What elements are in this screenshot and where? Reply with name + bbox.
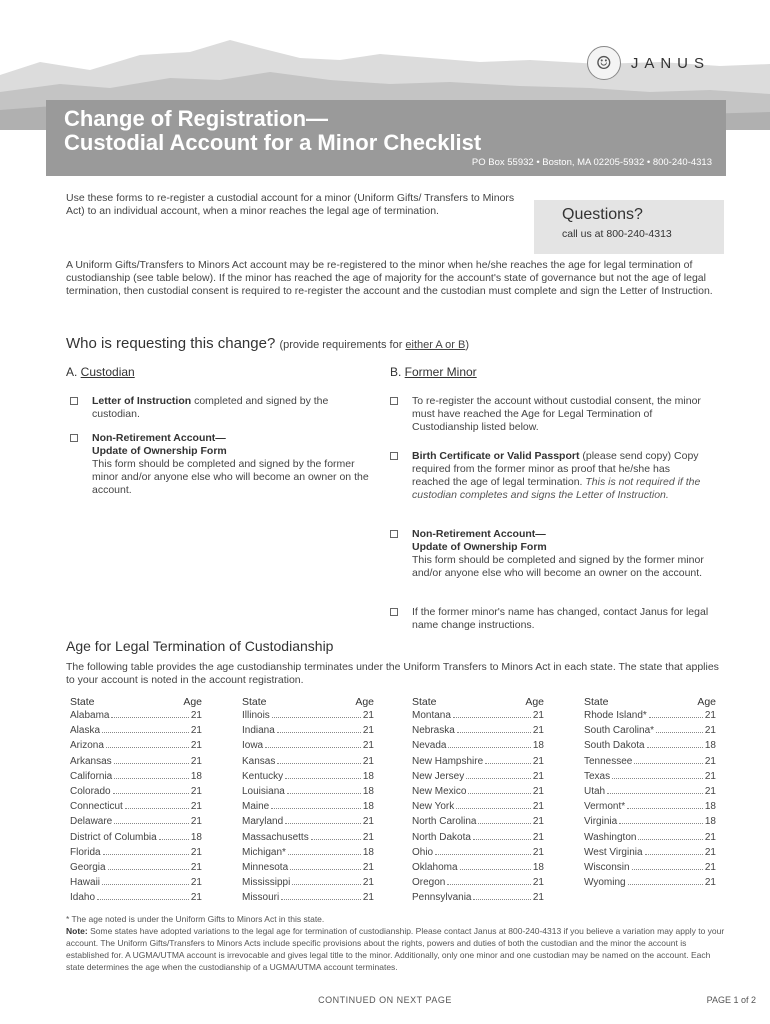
- intro-paragraph: Use these forms to re-register a custodial account for a minor (Uniform Gifts/ Transfers to Minors Act) to an individual account, when a minor reaches the legal age of termination.: [66, 192, 515, 217]
- state-age-row: [242, 877, 374, 892]
- state-age-row: [584, 801, 716, 816]
- state-name: Wisconsin: [584, 861, 630, 873]
- state-age: 18: [532, 861, 544, 873]
- state-age-row: [584, 771, 716, 786]
- state-age-row: [584, 877, 716, 892]
- state-name: Indiana: [242, 725, 275, 737]
- state-name: New Mexico: [412, 785, 467, 797]
- dot-leader: [435, 854, 531, 855]
- state-age-row: [584, 740, 716, 755]
- state-name: Mississippi: [242, 877, 291, 889]
- state-age: 21: [532, 710, 544, 721]
- state-name: Tennessee: [584, 755, 633, 767]
- state-age: 18: [704, 801, 716, 813]
- who-heading: [66, 335, 469, 352]
- state-age: 18: [362, 785, 374, 797]
- state-age: 21: [362, 816, 374, 828]
- checkbox[interactable]: [70, 397, 78, 405]
- state-name: Utah: [584, 785, 606, 797]
- continued-label: CONTINUED ON NEXT PAGE: [318, 995, 452, 1005]
- state-age-row: [412, 756, 544, 771]
- dot-leader: [103, 854, 189, 855]
- state-name: California: [70, 770, 113, 782]
- state-age-row: [242, 801, 374, 816]
- state-age: 21: [190, 846, 202, 858]
- state-age-row: [242, 892, 374, 907]
- state-age-row: [584, 862, 716, 877]
- state-age-row: [412, 710, 544, 725]
- footnote-asterisk: * The age noted is under the Uniform Gifts to Minors Act in this state.: [66, 914, 325, 924]
- state-age: 18: [190, 770, 202, 782]
- state-name: Virginia: [584, 816, 618, 828]
- state-age: 21: [532, 755, 544, 767]
- age-column-2: [242, 696, 374, 907]
- dot-leader: [473, 899, 530, 900]
- dot-leader: [478, 823, 530, 824]
- column-b-heading: B. Former Minor: [390, 365, 477, 379]
- dot-leader: [290, 869, 361, 870]
- state-age: 21: [362, 755, 374, 767]
- dot-leader: [453, 717, 531, 718]
- state-name: Vermont*: [584, 801, 626, 813]
- dot-leader: [448, 747, 530, 748]
- dot-leader: [311, 839, 361, 840]
- age-table-header: [70, 696, 202, 708]
- state-name: Massachusetts: [242, 831, 309, 843]
- state-name: Texas: [584, 770, 611, 782]
- state-age: 21: [704, 831, 716, 843]
- state-name: North Carolina: [412, 816, 477, 828]
- state-age: 21: [704, 725, 716, 737]
- state-name: Georgia: [70, 861, 106, 873]
- state-age: 21: [190, 740, 202, 752]
- state-name: Ohio: [412, 846, 434, 858]
- footnote-note: Note: Some states have adopted variations to the legal age for termination of custodianship. Please contact Janus at 800-240-4313 if you believe a variation may apply to your account. The Uniform Gifts/Transfers to Minors Acts include specific provisions about the rights, powers and duties of both the custodian and the minor the account is established for. A UGMA/UTMA account is irrevocable and gives legal title to the minor. Additionally, only one minor and one custodian may be named on the account. Each state determines the age when the custodianship of a UGMA/UTMA account terminates.: [66, 926, 725, 972]
- state-name: North Dakota: [412, 831, 471, 843]
- state-age: 21: [190, 785, 202, 797]
- checklist-item-letter-of-instruction[interactable]: Letter of Instruction completed and signed by the custodian.: [70, 395, 370, 425]
- age-header: Age: [525, 696, 544, 708]
- dot-leader: [159, 839, 189, 840]
- state-name: Connecticut: [70, 801, 123, 813]
- dot-leader: [627, 808, 703, 809]
- state-name: Wyoming: [584, 877, 626, 889]
- state-name: District of Columbia: [70, 831, 157, 843]
- state-age-row: [242, 786, 374, 801]
- checklist-item-ownership-form-b[interactable]: Non-Retirement Account— Update of Ownership Form This form should be completed and signed by the former minor and/or anyone else who will become an owner on the account.: [390, 528, 710, 598]
- state-age: 21: [704, 877, 716, 889]
- age-section-title: Age for Legal Termination of Custodianship: [66, 638, 334, 654]
- mailing-address: PO Box 55932 • Boston, MA 02205-5932 • 800-240-4313: [471, 157, 712, 168]
- state-header: State: [412, 696, 437, 708]
- intro-paragraph-2: A Uniform Gifts/Transfers to Minors Act account may be re-registered to the minor when he/she reaches the age for legal termination of custodianship (see table below). If the minor has reached the age of majority for the account's state of governance but not the age of legal termination, then custodial consent is required to re-register the account and the custodian must complete and sign the Letter of Instruction.: [66, 259, 713, 297]
- state-age-row: [412, 877, 544, 892]
- state-age-row: [242, 740, 374, 755]
- state-age-row: [412, 771, 544, 786]
- state-name: Delaware: [70, 816, 113, 828]
- state-age-row: [70, 816, 202, 831]
- state-age: 18: [362, 801, 374, 813]
- state-name: Michigan*: [242, 846, 286, 858]
- dot-leader: [457, 732, 531, 733]
- dot-leader: [277, 732, 361, 733]
- state-age-row: [412, 801, 544, 816]
- checkbox[interactable]: [390, 608, 398, 616]
- state-age: 21: [532, 831, 544, 843]
- state-header: State: [70, 696, 95, 708]
- state-age: 21: [532, 816, 544, 828]
- state-age: 21: [362, 725, 374, 737]
- state-age: 21: [532, 801, 544, 813]
- dot-leader: [638, 839, 702, 840]
- state-age: 21: [532, 877, 544, 889]
- state-age-row: [242, 862, 374, 877]
- state-age-row: [412, 892, 544, 907]
- questions-phone: call us at 800-240-4313: [562, 228, 672, 240]
- state-name: Kansas: [242, 755, 276, 767]
- state-age-row: [412, 816, 544, 831]
- state-name: Rhode Island*: [584, 710, 647, 721]
- dot-leader: [277, 763, 361, 764]
- checklist-item-no-consent[interactable]: To re-register the account without custodial consent, the minor must have reached the Age for Legal Termination of Custodianship listed below.: [390, 395, 710, 437]
- state-age-row: [242, 710, 374, 725]
- state-name: Alabama: [70, 710, 110, 721]
- dot-leader: [287, 793, 361, 794]
- dot-leader: [97, 899, 189, 900]
- state-age-row: [70, 756, 202, 771]
- state-age: 21: [704, 846, 716, 858]
- state-age: 21: [362, 861, 374, 873]
- state-age: 21: [532, 725, 544, 737]
- state-age-row: [584, 847, 716, 862]
- dot-leader: [281, 899, 361, 900]
- dot-leader: [466, 778, 531, 779]
- dot-leader: [447, 884, 531, 885]
- state-name: Montana: [412, 710, 451, 721]
- state-age-row: [70, 832, 202, 847]
- dot-leader: [285, 823, 361, 824]
- dot-leader: [114, 778, 189, 779]
- state-age: 21: [704, 710, 716, 721]
- age-column-4: [584, 696, 716, 892]
- brand-name: JANUS: [630, 54, 710, 72]
- state-age: 21: [190, 801, 202, 813]
- state-age-row: [70, 710, 202, 725]
- dot-leader: [460, 869, 531, 870]
- state-age-row: [584, 725, 716, 740]
- who-hint: (provide requirements for either A or B): [279, 339, 470, 351]
- state-name: Colorado: [70, 785, 111, 797]
- dot-leader: [114, 823, 189, 824]
- state-header: State: [242, 696, 267, 708]
- age-column-3: [412, 696, 544, 907]
- age-header: Age: [697, 696, 716, 708]
- checkbox[interactable]: [70, 434, 78, 442]
- state-age: 21: [704, 785, 716, 797]
- state-age: 21: [532, 892, 544, 904]
- age-table-header: [242, 696, 374, 708]
- page-title-line-1: Change of Registration—: [64, 106, 329, 131]
- state-age: 21: [532, 785, 544, 797]
- state-name: Arizona: [70, 740, 104, 752]
- janus-logo: [587, 46, 710, 80]
- checklist-item-ownership-form-a[interactable]: Non-Retirement Account— Update of Ownership Form This form should be completed and signed by the former minor and/or anyone else who will become an owner on the account.: [70, 432, 370, 502]
- state-name: Kentucky: [242, 770, 284, 782]
- dot-leader: [108, 869, 189, 870]
- state-age-row: [412, 862, 544, 877]
- state-age: 21: [362, 740, 374, 752]
- dot-leader: [114, 763, 189, 764]
- dot-leader: [473, 839, 531, 840]
- checkbox[interactable]: [390, 452, 398, 460]
- state-age: 21: [190, 861, 202, 873]
- page-title-line-2: Custodial Account for a Minor Checklist: [64, 130, 482, 155]
- state-name: South Carolina*: [584, 725, 655, 737]
- dot-leader: [106, 747, 189, 748]
- state-name: Alaska: [70, 725, 101, 737]
- header: [0, 0, 770, 180]
- dot-leader: [468, 793, 530, 794]
- state-age-row: [412, 832, 544, 847]
- state-age: 21: [190, 710, 202, 721]
- dot-leader: [619, 823, 703, 824]
- state-age: 21: [362, 831, 374, 843]
- dot-leader: [647, 747, 703, 748]
- state-age-row: [584, 756, 716, 771]
- state-age-row: [584, 816, 716, 831]
- state-name: Washington: [584, 831, 637, 843]
- state-age: 21: [362, 710, 374, 721]
- age-section-intro: The following table provides the age custodianship terminates under the Uniform Transfers to Minors Act in each state. The state that applies to your account is noted in the account registration.: [66, 661, 719, 686]
- state-age-row: [242, 816, 374, 831]
- state-name: New Hampshire: [412, 755, 484, 767]
- dot-leader: [649, 717, 703, 718]
- age-header: Age: [183, 696, 202, 708]
- state-age-row: [584, 710, 716, 725]
- state-age-row: [242, 771, 374, 786]
- state-age: 21: [190, 816, 202, 828]
- state-age-row: [412, 725, 544, 740]
- dot-leader: [645, 854, 703, 855]
- state-age-row: [70, 847, 202, 862]
- questions-box: [534, 200, 724, 254]
- state-age: 18: [532, 740, 544, 752]
- state-name: Illinois: [242, 710, 270, 721]
- state-age: 18: [190, 831, 202, 843]
- footnote: [66, 913, 726, 973]
- state-name: Hawaii: [70, 877, 101, 889]
- age-header: Age: [355, 696, 374, 708]
- state-age-row: [70, 725, 202, 740]
- state-age-row: [584, 832, 716, 847]
- state-age: 18: [362, 770, 374, 782]
- state-age-row: [70, 862, 202, 877]
- state-name: New York: [412, 801, 455, 813]
- state-name: Florida: [70, 846, 101, 858]
- dot-leader: [456, 808, 531, 809]
- state-name: Idaho: [70, 892, 96, 904]
- age-table-header: [584, 696, 716, 708]
- state-age: 21: [532, 846, 544, 858]
- janus-head-icon: ☺: [587, 46, 621, 80]
- state-age: 18: [704, 816, 716, 828]
- dot-leader: [632, 869, 703, 870]
- questions-title: Questions?: [562, 206, 643, 223]
- dot-leader: [628, 884, 703, 885]
- dot-leader: [607, 793, 703, 794]
- state-age: 18: [704, 740, 716, 752]
- age-column-1: [70, 696, 202, 907]
- state-age-row: [70, 892, 202, 907]
- state-name: West Virginia: [584, 846, 643, 858]
- state-age: 21: [190, 755, 202, 767]
- state-age: 21: [190, 892, 202, 904]
- state-name: New Jersey: [412, 770, 465, 782]
- state-age-row: [242, 832, 374, 847]
- checklist-item-birth-certificate[interactable]: Birth Certificate or Valid Passport (please send copy) Copy required from the former minor as proof that he/she has reached the age of legal termination. This is not required if the custodian completes and signs the Letter of Instruction.: [390, 450, 710, 520]
- state-age-row: [242, 847, 374, 862]
- state-age: 21: [532, 770, 544, 782]
- state-name: Minnesota: [242, 861, 289, 873]
- column-a-heading: A. Custodian: [66, 365, 135, 379]
- state-name: Iowa: [242, 740, 264, 752]
- dot-leader: [102, 884, 189, 885]
- page-number: PAGE 1 of 2: [706, 995, 756, 1005]
- dot-leader: [113, 793, 189, 794]
- state-age: 21: [362, 877, 374, 889]
- dot-leader: [285, 778, 361, 779]
- state-name: Nebraska: [412, 725, 455, 737]
- state-header: State: [584, 696, 609, 708]
- dot-leader: [288, 854, 361, 855]
- state-age-row: [70, 801, 202, 816]
- state-name: Pennsylvania: [412, 892, 472, 904]
- dot-leader: [102, 732, 189, 733]
- state-age-row: [70, 740, 202, 755]
- dot-leader: [265, 747, 361, 748]
- dot-leader: [612, 778, 703, 779]
- dot-leader: [485, 763, 531, 764]
- dot-leader: [272, 717, 361, 718]
- state-name: Oklahoma: [412, 861, 458, 873]
- state-age: 21: [190, 877, 202, 889]
- dot-leader: [656, 732, 703, 733]
- state-name: Maine: [242, 801, 270, 813]
- state-age: 21: [704, 755, 716, 767]
- state-age: 21: [704, 770, 716, 782]
- dot-leader: [111, 717, 188, 718]
- state-age-row: [584, 786, 716, 801]
- state-age: 18: [362, 846, 374, 858]
- state-age-row: [70, 771, 202, 786]
- dot-leader: [271, 808, 361, 809]
- checkbox[interactable]: [390, 397, 398, 405]
- dot-leader: [634, 763, 703, 764]
- state-name: Missouri: [242, 892, 280, 904]
- state-name: Nevada: [412, 740, 447, 752]
- state-age-row: [70, 877, 202, 892]
- state-age-row: [412, 786, 544, 801]
- state-age-row: [242, 725, 374, 740]
- age-table-header: [412, 696, 544, 708]
- checklist-item-name-change[interactable]: If the former minor's name has changed, contact Janus for legal name change instructions.: [390, 606, 710, 634]
- state-age-row: [242, 756, 374, 771]
- state-age: 21: [190, 725, 202, 737]
- state-name: Oregon: [412, 877, 446, 889]
- state-age: 21: [362, 892, 374, 904]
- state-age-row: [412, 740, 544, 755]
- dot-leader: [125, 808, 189, 809]
- state-age-row: [70, 786, 202, 801]
- state-name: Maryland: [242, 816, 284, 828]
- state-name: South Dakota: [584, 740, 645, 752]
- state-age-row: [412, 847, 544, 862]
- who-title: Who is requesting this change?: [66, 335, 276, 352]
- state-age: 21: [704, 861, 716, 873]
- dot-leader: [292, 884, 361, 885]
- state-name: Louisiana: [242, 785, 285, 797]
- state-name: Arkansas: [70, 755, 112, 767]
- checkbox[interactable]: [390, 530, 398, 538]
